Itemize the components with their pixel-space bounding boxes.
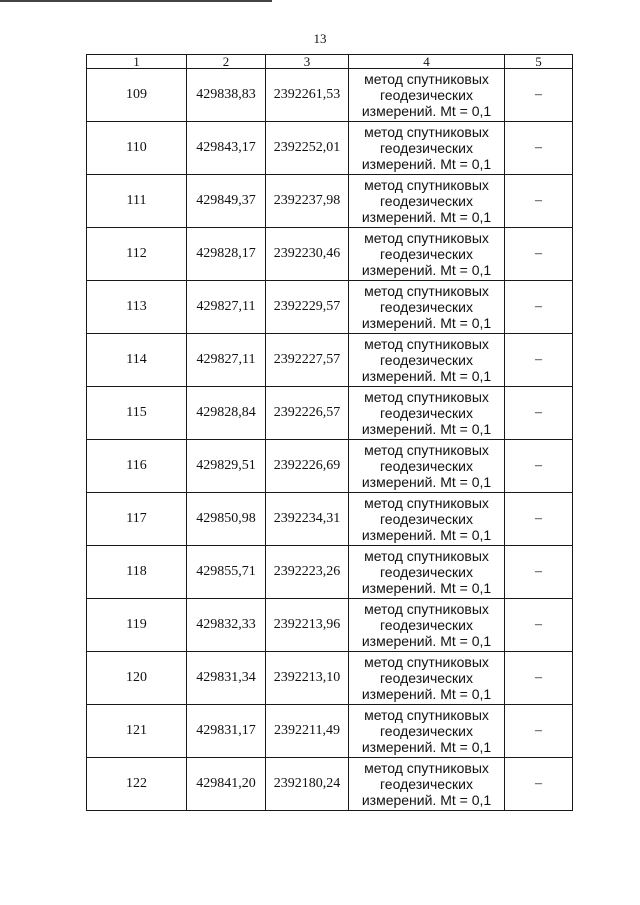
x-coordinate-cell: 429838,83 (187, 69, 266, 122)
method-line: измерений. Mt = 0,1 (361, 527, 492, 543)
method-line: геодезических (380, 723, 473, 739)
table-row (87, 281, 573, 334)
note-cell: – (505, 493, 573, 546)
table-row (87, 69, 573, 122)
method-line: метод спутниковых (364, 389, 489, 405)
method-cell (349, 122, 505, 175)
table-row (87, 334, 573, 387)
method-line: геодезических (380, 617, 473, 633)
method-line: геодезических (380, 140, 473, 156)
method-line: измерений. Mt = 0,1 (361, 686, 492, 702)
method-line: измерений. Mt = 0,1 (361, 103, 492, 119)
method-line: измерений. Mt = 0,1 (361, 474, 492, 490)
x-coordinate-cell: 429831,34 (187, 652, 266, 705)
table-row (87, 705, 573, 758)
x-coordinate-cell: 429829,51 (187, 440, 266, 493)
y-coordinate-cell: 2392237,98 (266, 175, 349, 228)
method-line: метод спутниковых (364, 654, 489, 670)
method-line: геодезических (380, 670, 473, 686)
coordinates-table (86, 54, 573, 811)
method-cell (349, 599, 505, 652)
method-line: метод спутниковых (364, 548, 489, 564)
note-cell: – (505, 69, 573, 122)
table-row (87, 599, 573, 652)
point-number-cell: 113 (87, 281, 187, 334)
method-cell (349, 705, 505, 758)
point-number-cell: 121 (87, 705, 187, 758)
y-coordinate-cell: 2392230,46 (266, 228, 349, 281)
method-cell (349, 652, 505, 705)
method-line: геодезических (380, 564, 473, 580)
method-line: геодезических (380, 246, 473, 262)
point-number-cell: 117 (87, 493, 187, 546)
method-line: измерений. Mt = 0,1 (361, 156, 492, 172)
note-cell: – (505, 546, 573, 599)
table-row (87, 122, 573, 175)
column-header-1: 1 (87, 55, 187, 69)
note-cell: – (505, 281, 573, 334)
x-coordinate-cell: 429827,11 (187, 281, 266, 334)
note-cell: – (505, 758, 573, 811)
table-row (87, 546, 573, 599)
y-coordinate-cell: 2392229,57 (266, 281, 349, 334)
method-line: геодезических (380, 511, 473, 527)
y-coordinate-cell: 2392226,69 (266, 440, 349, 493)
y-coordinate-cell: 2392211,49 (266, 705, 349, 758)
method-line: геодезических (380, 87, 473, 103)
point-number-cell: 118 (87, 546, 187, 599)
note-cell: – (505, 387, 573, 440)
method-line: метод спутниковых (364, 283, 489, 299)
point-number-cell: 115 (87, 387, 187, 440)
note-cell: – (505, 652, 573, 705)
x-coordinate-cell: 429841,20 (187, 758, 266, 811)
method-line: метод спутниковых (364, 760, 489, 776)
method-line: измерений. Mt = 0,1 (361, 580, 492, 596)
point-number-cell: 112 (87, 228, 187, 281)
note-cell: – (505, 705, 573, 758)
method-line: измерений. Mt = 0,1 (361, 421, 492, 437)
point-number-cell: 110 (87, 122, 187, 175)
method-line: метод спутниковых (364, 230, 489, 246)
point-number-cell: 122 (87, 758, 187, 811)
table-row (87, 440, 573, 493)
y-coordinate-cell: 2392226,57 (266, 387, 349, 440)
point-number-cell: 119 (87, 599, 187, 652)
method-line: геодезических (380, 352, 473, 368)
x-coordinate-cell: 429850,98 (187, 493, 266, 546)
column-header-5: 5 (505, 55, 573, 69)
note-cell: – (505, 440, 573, 493)
note-cell: – (505, 175, 573, 228)
method-line: метод спутниковых (364, 177, 489, 193)
table-row (87, 175, 573, 228)
method-cell (349, 334, 505, 387)
method-line: геодезических (380, 299, 473, 315)
method-line: метод спутниковых (364, 336, 489, 352)
column-header-4: 4 (349, 55, 505, 69)
x-coordinate-cell: 429827,11 (187, 334, 266, 387)
header-row (87, 55, 573, 69)
method-line: метод спутниковых (364, 442, 489, 458)
method-line: геодезических (380, 458, 473, 474)
y-coordinate-cell: 2392223,26 (266, 546, 349, 599)
method-line: измерений. Mt = 0,1 (361, 209, 492, 225)
method-line: измерений. Mt = 0,1 (361, 739, 492, 755)
point-number-cell: 120 (87, 652, 187, 705)
y-coordinate-cell: 2392252,01 (266, 122, 349, 175)
method-line: метод спутниковых (364, 495, 489, 511)
method-line: метод спутниковых (364, 707, 489, 723)
note-cell: – (505, 228, 573, 281)
y-coordinate-cell: 2392234,31 (266, 493, 349, 546)
x-coordinate-cell: 429855,71 (187, 546, 266, 599)
column-header-3: 3 (266, 55, 349, 69)
x-coordinate-cell: 429831,17 (187, 705, 266, 758)
method-cell (349, 758, 505, 811)
method-line: измерений. Mt = 0,1 (361, 315, 492, 331)
method-line: метод спутниковых (364, 124, 489, 140)
x-coordinate-cell: 429832,33 (187, 599, 266, 652)
x-coordinate-cell: 429828,17 (187, 228, 266, 281)
y-coordinate-cell: 2392213,10 (266, 652, 349, 705)
point-number-cell: 109 (87, 69, 187, 122)
method-line: метод спутниковых (364, 601, 489, 617)
method-line: измерений. Mt = 0,1 (361, 792, 492, 808)
method-cell (349, 546, 505, 599)
top-rule (0, 0, 272, 2)
y-coordinate-cell: 2392180,24 (266, 758, 349, 811)
method-line: измерений. Mt = 0,1 (361, 633, 492, 649)
x-coordinate-cell: 429849,37 (187, 175, 266, 228)
point-number-cell: 114 (87, 334, 187, 387)
table-row (87, 387, 573, 440)
method-line: измерений. Mt = 0,1 (361, 368, 492, 384)
note-cell: – (505, 122, 573, 175)
method-cell (349, 175, 505, 228)
table-row (87, 652, 573, 705)
table-row (87, 228, 573, 281)
method-cell (349, 228, 505, 281)
y-coordinate-cell: 2392261,53 (266, 69, 349, 122)
table-row (87, 493, 573, 546)
y-coordinate-cell: 2392213,96 (266, 599, 349, 652)
method-line: измерений. Mt = 0,1 (361, 262, 492, 278)
table-row (87, 758, 573, 811)
note-cell: – (505, 599, 573, 652)
method-cell (349, 493, 505, 546)
x-coordinate-cell: 429828,84 (187, 387, 266, 440)
point-number-cell: 111 (87, 175, 187, 228)
method-cell (349, 440, 505, 493)
method-cell (349, 69, 505, 122)
point-number-cell: 116 (87, 440, 187, 493)
method-line: геодезических (380, 193, 473, 209)
method-line: метод спутниковых (364, 71, 489, 87)
method-line: геодезических (380, 405, 473, 421)
page-number: 13 (313, 31, 327, 46)
method-cell (349, 281, 505, 334)
method-cell (349, 387, 505, 440)
column-header-2: 2 (187, 55, 266, 69)
note-cell: – (505, 334, 573, 387)
table-body (87, 69, 573, 811)
method-line: геодезических (380, 776, 473, 792)
x-coordinate-cell: 429843,17 (187, 122, 266, 175)
y-coordinate-cell: 2392227,57 (266, 334, 349, 387)
